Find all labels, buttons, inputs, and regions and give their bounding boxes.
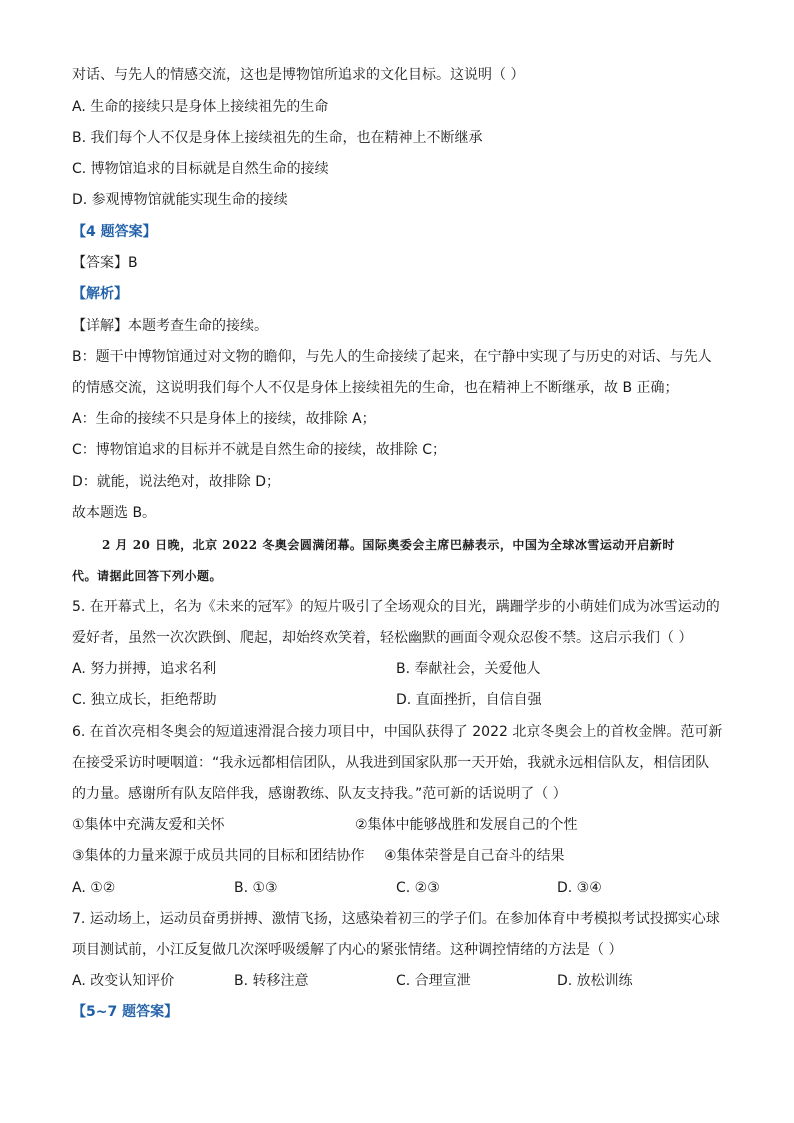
q7-option-d: D. 放松训练 [557, 973, 633, 989]
intro-line-1: 2 月 20 日晚，北京 2022 冬奥会圆满闭幕。国际奥委会主席巴赫表示，中国为全球冰雪运动开启新时 [102, 538, 675, 552]
q4-option-c: C. 博物馆追求的目标就是自然生命的接续 [72, 161, 329, 177]
q5-option-b: B. 奉献社会，关爱他人 [396, 661, 541, 677]
q7-option-a: A. 改变认知评价 [72, 973, 175, 989]
q4-conclusion: 故本题选 B。 [72, 505, 157, 521]
q5-stem-2: 爱好者，虽然一次次跌倒、爬起，却始终欢笑着，轻松幽默的画面令观众忍俊不禁。这启示我们（ ） [72, 630, 693, 646]
q4-explain-d: D：就能，说法绝对，故排除 D； [72, 474, 281, 490]
q4-explain-c: C：博物馆追求的目标并不就是自然生命的接续，故排除 C； [72, 442, 446, 458]
q6-option-d: D. ③④ [557, 880, 602, 896]
q6-option-c: C. ②③ [396, 880, 440, 896]
q6-stem-2: 在接受采访时哽咽道：“我永远都相信团队，从我进到国家队那一天开始，我就永远相信队友，相信团队 [72, 755, 710, 771]
q4-option-a: A. 生命的接续只是身体上接续祖先的生命 [72, 99, 329, 115]
q7-option-c: C. 合理宣泄 [396, 973, 471, 989]
q4-option-b: B. 我们每个人不仅是身体上接续祖先的生命，也在精神上不断继承 [72, 130, 483, 146]
q5-7-section-label: 【5~7 题答案】 [72, 1004, 179, 1020]
q5-option-a: A. 努力拼搏，追求名利 [72, 661, 217, 677]
q4-option-d: D. 参观博物馆就能实现生命的接续 [72, 192, 288, 208]
q5-option-d: D. 直面挫折，自信自强 [396, 692, 542, 708]
q4-explain-b-2: 的情感交流，这说明我们每个人不仅是身体上接续祖先的生命，也在精神上不断继承，故 B 正确； [72, 380, 679, 396]
q4-analysis-label: 【解析】 [72, 286, 128, 302]
q7-stem-2: 项目测试前，小江反复做几次深呼吸缓解了内心的紧张情绪。这种调控情绪的方法是（ ） [72, 942, 623, 958]
q4-section-label: 【4 题答案】 [72, 224, 157, 240]
q4-stem-tail: 对话、与先人的情感交流，这也是博物馆所追求的文化目标。这说明（ ） [72, 67, 525, 83]
q5-option-c: C. 独立成长，拒绝帮助 [72, 692, 217, 708]
q4-detail: 【详解】本题考查生命的接续。 [72, 318, 268, 334]
q6-item-3: ③集体的力量来源于成员共同的目标和团结协作 [72, 848, 365, 864]
q6-stem-1: 6. 在首次亮相冬奥会的短道速滑混合接力项目中，中国队获得了 2022 北京冬奥会上的首枚金牌。范可新 [72, 724, 723, 740]
q4-answer: 【答案】B [72, 255, 138, 271]
q6-item-1: ①集体中充满友爱和关怀 [72, 817, 225, 833]
q6-option-a: A. ①② [72, 880, 116, 896]
q5-stem-1: 5. 在开幕式上，名为《未来的冠军》的短片吸引了全场观众的目光，蹒跚学步的小萌娃们成为冰雪运动的 [72, 599, 720, 615]
q4-explain-a: A：生命的接续不只是身体上的接续，故排除 A； [72, 411, 376, 427]
q6-stem-3: 的力量。感谢所有队友陪伴我，感谢教练、队友支持我。”范可新的话说明了（ ） [72, 786, 567, 802]
q6-option-b: B. ①③ [234, 880, 278, 896]
q7-stem-1: 7. 运动场上，运动员奋勇拼搏、激情飞扬，这感染着初三的学子们。在参加体育中考模拟考试投掷实心球 [72, 911, 720, 927]
q7-option-b: B. 转移注意 [234, 973, 309, 989]
q4-explain-b-1: B：题干中博物馆通过对文物的瞻仰，与先人的生命接续了起来，在宁静中实现了与历史的对话、与先人 [72, 349, 712, 365]
q6-item-2: ②集体中能够战胜和发展自己的个性 [355, 817, 578, 833]
intro-line-2: 代。请据此回答下列小题。 [72, 569, 223, 583]
q6-item-4: ④集体荣誉是自己奋斗的结果 [384, 848, 565, 864]
